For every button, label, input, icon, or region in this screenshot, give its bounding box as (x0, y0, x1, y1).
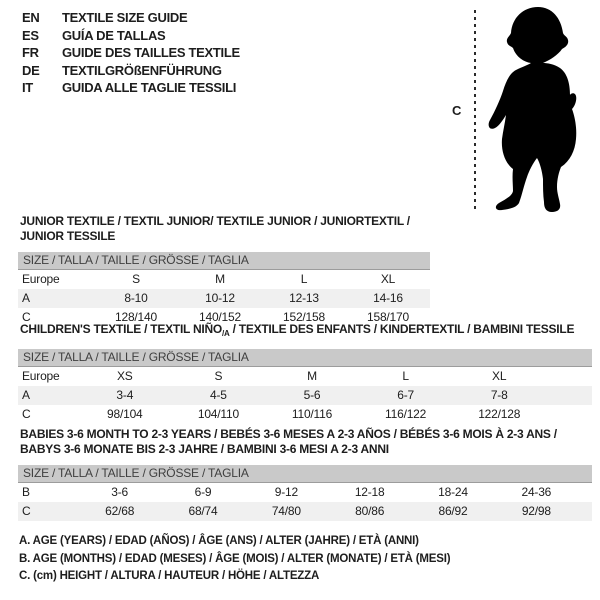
lang-text: GUÍA DE TALLAS (62, 27, 166, 43)
lang-row-it (22, 79, 240, 97)
table-cell: 62/68 (105, 504, 135, 518)
lang-row-fr (22, 44, 240, 62)
row-label: C (22, 407, 31, 421)
table-cell: 68/74 (188, 504, 218, 518)
table-title (20, 322, 592, 341)
table-title: BABIES 3-6 MONTH TO 2-3 YEARS / BEBÉS 3-6 MESES A 2-3 AÑOS / BÉBÉS 3-6 MOIS À 2-3 ANS / BABYS 3-6 MONATE BIS 2-3 JAHRE / BAMBINI 3-6 MESI A 2-3 ANNI (20, 427, 557, 456)
lang-text: TEXTILGRÖßENFÜHRUNG (62, 62, 222, 78)
table-cell: 92/98 (521, 504, 551, 518)
table-cell: 140/152 (199, 310, 241, 324)
table-cell: L (300, 272, 308, 286)
table-cell: 158/170 (367, 310, 409, 324)
lang-text: GUIDA ALLE TAGLIE TESSILI (62, 80, 237, 95)
table-row (18, 270, 430, 289)
table-cell: 14-16 (373, 291, 403, 305)
size-header-bar: SIZE / TALLA / TAILLE / GRÖSSE / TAGLIA (18, 465, 592, 483)
row-label: B (22, 485, 30, 499)
size-header-bar: SIZE / TALLA / TAILLE / GRÖSSE / TAGLIA (18, 252, 430, 270)
lang-code: FR (22, 45, 39, 60)
lang-code: IT (22, 80, 33, 95)
table-cell: L (402, 369, 409, 383)
table-cell: 128/140 (115, 310, 157, 324)
baby-silhouette-icon (486, 5, 593, 213)
table-title: JUNIOR TEXTILE / TEXTIL JUNIOR/ TEXTILE JUNIOR / JUNIORTEXTIL / JUNIOR TESSILE (20, 214, 410, 243)
table-cell: 24-36 (521, 485, 552, 499)
note-age-months: B. AGE (MONTHS) / EDAD (MESES) / ÂGE (MOIS) / ALTER (MONATE) / ETÀ (MESI) (19, 552, 451, 565)
lang-text: TEXTILE SIZE GUIDE (62, 10, 188, 25)
row-label: C (22, 504, 31, 518)
table-cell: S (132, 272, 140, 286)
height-measure-label: C (452, 103, 462, 118)
language-header (22, 9, 240, 97)
table-cell: S (214, 369, 223, 383)
table-cell: 122/128 (478, 407, 521, 421)
row-label: C (22, 310, 31, 324)
size-header-bar: SIZE / TALLA / TAILLE / GRÖSSE / TAGLIA (18, 349, 592, 367)
table-cell: XS (116, 369, 133, 383)
row-label: A (22, 291, 30, 305)
lang-code: DE (22, 62, 40, 78)
note-age-years: A. AGE (YEARS) / EDAD (AÑOS) / ÂGE (ANS) / ALTER (JAHRE) / ETÀ (ANNI) (19, 535, 419, 547)
table-row (18, 367, 592, 386)
table-cell: 8-10 (124, 291, 148, 305)
table-cell: 12-18 (354, 485, 385, 499)
legend-notes (19, 533, 450, 586)
table-cell: 6-9 (194, 485, 212, 499)
table-cell: 6-7 (397, 388, 414, 402)
table-cell: 10-12 (205, 291, 235, 305)
table-cell: 4-5 (210, 388, 227, 402)
table-row (18, 502, 592, 521)
lang-code: EN (22, 10, 40, 25)
lang-row-en (22, 9, 240, 27)
table-cell: 86/92 (438, 504, 468, 518)
table-cell: XL (492, 369, 507, 383)
junior-textile-table (18, 214, 430, 327)
table-cell: 110/116 (291, 407, 333, 421)
table-cell: 80/86 (355, 504, 385, 518)
title-part: CHILDREN'S TEXTILE / TEXTIL NIÑO (20, 322, 222, 336)
table-row (18, 289, 430, 308)
table-cell: M (215, 272, 225, 286)
table-cell: 116/122 (385, 407, 427, 421)
height-measure-line (474, 10, 476, 210)
table-row (18, 483, 592, 502)
table-cell: 74/80 (271, 504, 301, 518)
table-cell: 7-8 (490, 388, 508, 402)
table-cell: 12-13 (289, 291, 319, 305)
table-cell: 3-6 (111, 485, 129, 499)
row-label: Europe (22, 272, 60, 286)
table-cell: 3-4 (116, 388, 134, 402)
note-height-cm: C. (cm) HEIGHT / ALTURA / HAUTEUR / HÖHE / ALTEZZA (19, 570, 320, 582)
title-part: / TEXTILE DES ENFANTS / KINDERTEXTIL / BAMBINI TESSILE (229, 322, 575, 336)
table-cell: 5-6 (303, 388, 321, 402)
table-row (18, 405, 592, 424)
lang-row-de (22, 62, 240, 80)
lang-text: GUIDE DES TAILLES TEXTILE (62, 45, 240, 60)
table-cell: 18-24 (438, 485, 468, 499)
row-label: A (22, 388, 30, 402)
lang-code: ES (22, 27, 39, 43)
table-cell: M (307, 369, 317, 383)
table-cell: 9-12 (274, 485, 298, 499)
lang-row-es (22, 27, 240, 45)
table-row (18, 386, 592, 405)
row-label: Europe (22, 369, 60, 383)
childrens-textile-table (18, 322, 592, 424)
table-cell: 98/104 (107, 407, 143, 421)
table-cell: 152/158 (283, 310, 325, 324)
title-subscript: /A (221, 329, 230, 338)
table-cell: XL (380, 272, 396, 286)
table-cell: 104/110 (197, 407, 239, 421)
babies-textile-table (18, 427, 592, 521)
